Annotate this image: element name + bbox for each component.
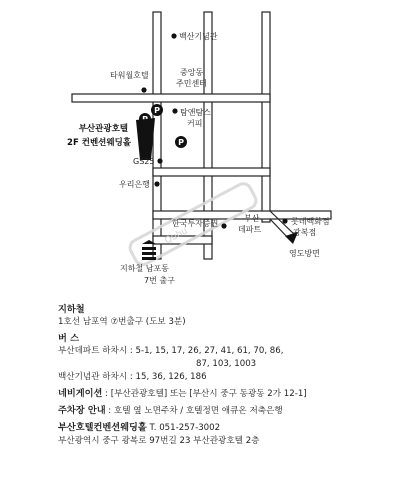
subway-detail: 1호선 남포역 ⑦번출구 (도보 3분) (58, 317, 186, 327)
label-yeongdo: 영도방면 (289, 249, 320, 258)
label-tower-hotel: 타워월호텔 (110, 71, 149, 80)
label-lotte: 롯데백화점 (291, 217, 330, 226)
parking-row (58, 404, 388, 418)
poi-dot-icon (154, 181, 159, 186)
label-tamtam-coffee: 커피 (187, 119, 203, 128)
label-hotel-wedding: 2F 컨벤션웨딩홀 (67, 138, 131, 148)
label-hotel-name: 부산관광호텔 (78, 124, 128, 134)
road-horizontal-top (72, 94, 270, 102)
label-subway-exit: 7번 출구 (144, 276, 175, 285)
road-horizontal-mid (153, 168, 270, 176)
svg-text:P: P (154, 106, 160, 115)
poi-dot-icon (221, 223, 226, 228)
parking-icon (175, 136, 187, 148)
navigation-detail: : [부산관광호텔] 또는 [부산시 중구 동광동 2가 12-1] (102, 389, 307, 399)
venue-address: 부산광역시 중구 광복로 97번길 23 부산관광호텔 2층 (58, 436, 260, 446)
label-baeksan: 백산기념관 (179, 32, 218, 41)
parking-icon (151, 104, 163, 116)
road-vertical-east (262, 12, 270, 222)
poi-dot-icon (141, 87, 146, 92)
label-jungang: 중앙동 (180, 68, 204, 77)
label-hankuk: 한국투자증권 (172, 219, 219, 228)
label-woori: 우리은행 (119, 180, 150, 189)
label-jungang-center: 주민센터 (176, 79, 207, 88)
label-tamtam: 탐앤탐스 (180, 108, 211, 117)
svg-text:Quhu: Quhu (163, 226, 190, 247)
hotel-building-icon (136, 118, 155, 160)
bus-line-2: 87, 103, 1003 (196, 359, 257, 369)
bus-line-3: 백산기념관 하차시 : 15, 36, 126, 186 (58, 372, 207, 382)
road-vertical-west (153, 12, 161, 259)
subway-title: 지하철 (58, 304, 85, 315)
venue-phone: T. 051-257-3002 (146, 423, 221, 433)
label-busan-dept-2: 데파트 (238, 225, 262, 234)
label-subway: 지하철 남포동 (120, 264, 169, 273)
parking-title: 주차장 안내 (58, 405, 106, 416)
navigation-title: 네비게이션 (58, 388, 103, 399)
poi-dot-icon (282, 218, 287, 223)
navigation-row (58, 387, 388, 401)
venue-title: 부산호텔컨벤션웨딩홀 (58, 422, 147, 433)
directions-info (58, 303, 388, 448)
svg-text:P: P (178, 138, 184, 147)
label-busan-dept: 부산 (244, 214, 260, 223)
poi-dot-icon (157, 158, 162, 163)
venue-row (58, 421, 388, 435)
poi-dot-icon (172, 108, 177, 113)
subway-icon (142, 240, 156, 260)
label-lotte-branch: 광복점 (293, 228, 317, 237)
parking-detail: : 호텔 옆 노면주차 / 호텔정면 애큐온 저축은행 (105, 406, 283, 416)
bus-title: 버 스 (58, 333, 79, 344)
bus-line-1: 부산데파트 하차시 : 5-1, 15, 17, 26, 27, 41, 61, 70, 86, (58, 346, 284, 356)
label-gs25: GS25 (133, 157, 155, 166)
poi-dot-icon (171, 33, 176, 38)
